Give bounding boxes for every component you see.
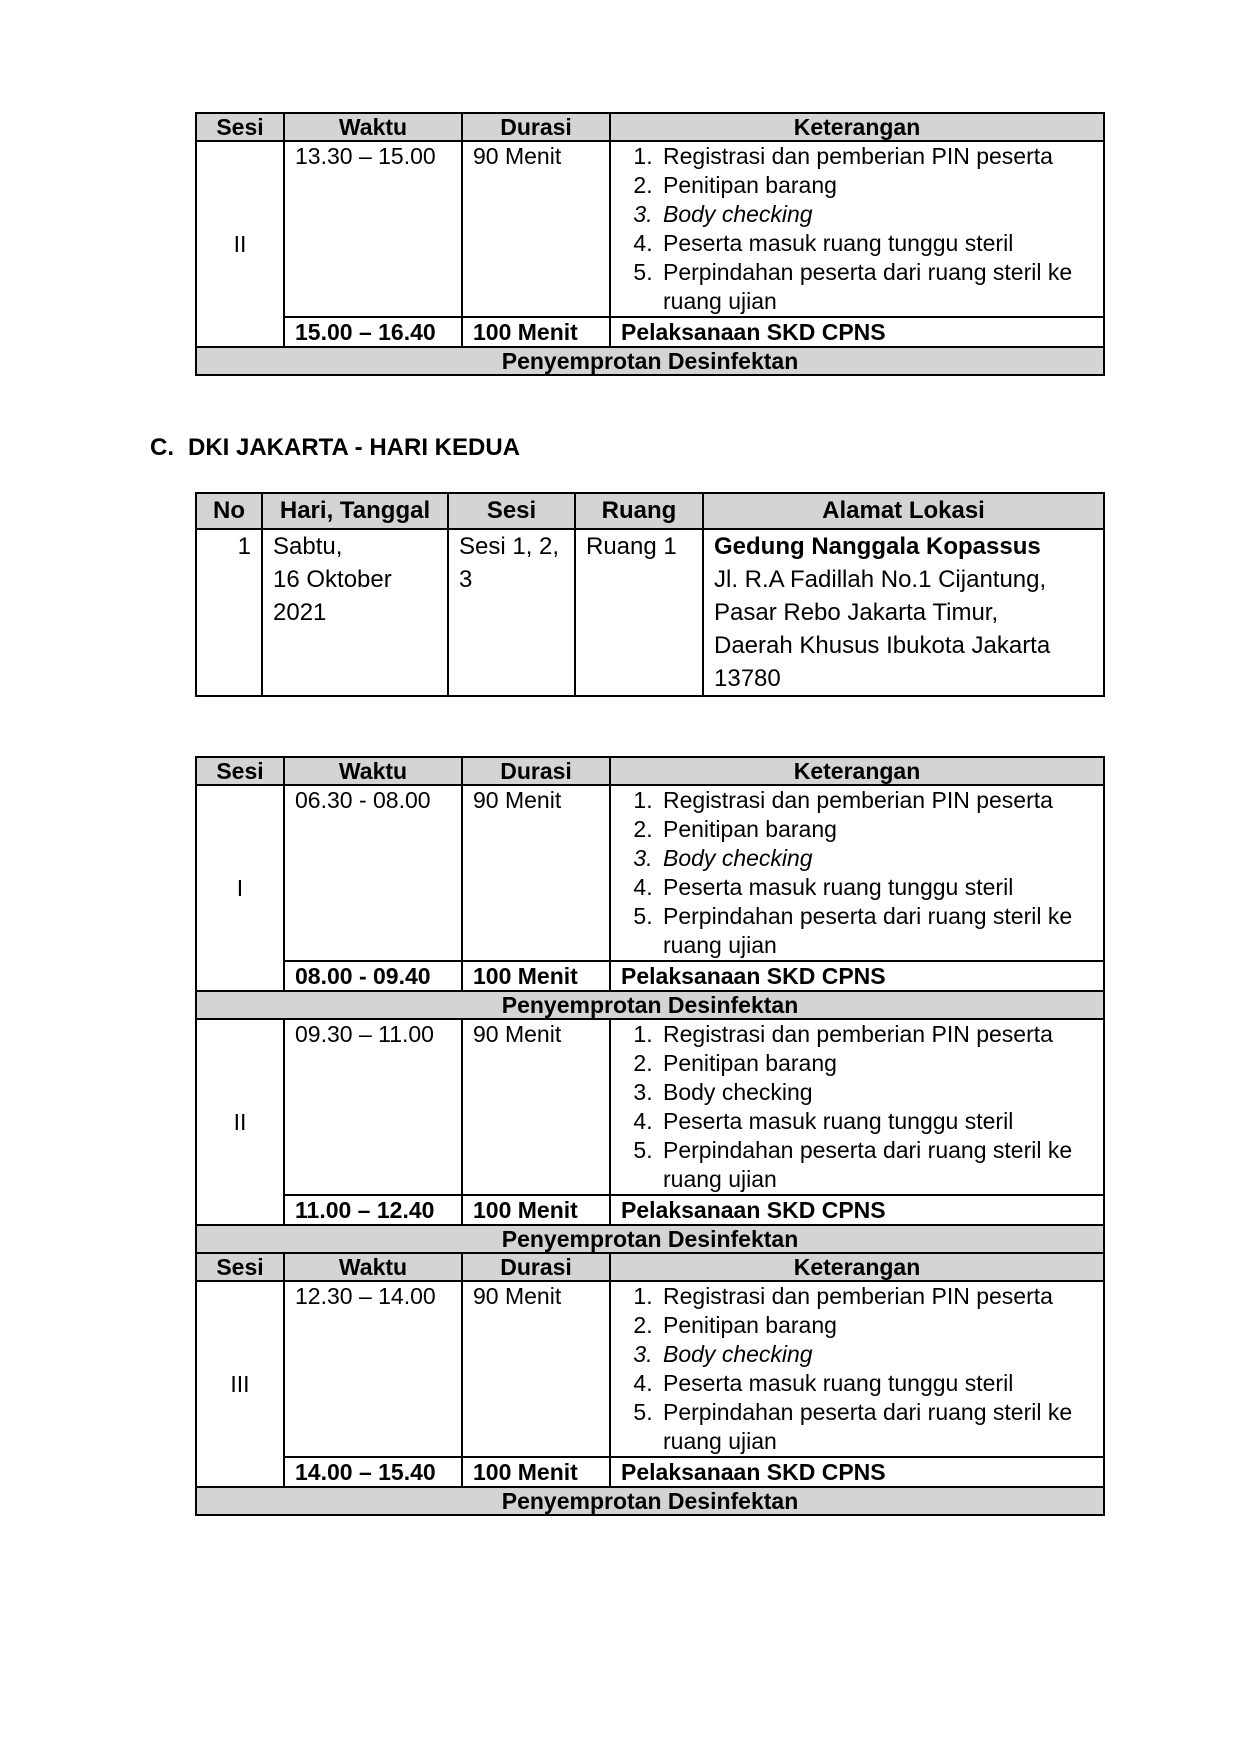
list-item: 5. Perpindahan peserta dari ruang steril ke ruang ujian [659,258,1093,316]
row-address [703,529,1104,696]
prep-duration: 90 Menit [462,1281,610,1457]
steps-list [621,142,1093,316]
prep-duration: 90 Menit [462,141,610,317]
exam-duration: 100 Menit [462,1457,610,1487]
list-item: 1. Registrasi dan pemberian PIN peserta [659,1282,1093,1311]
header-waktu: Waktu [284,1253,462,1281]
list-item: 3. Body checking [659,200,1093,229]
prep-steps [610,1281,1104,1457]
exam-label: Pelaksanaan SKD CPNS [610,961,1104,991]
row-number: 1 [196,529,262,696]
header-sesi: Sesi [448,493,575,529]
prep-time: 13.30 – 15.00 [284,141,462,317]
session-number: II [196,141,284,347]
list-item: 2. Penitipan barang [659,1311,1093,1340]
header-keterangan: Keterangan [610,113,1104,141]
session-exam-row [196,1195,1104,1225]
list-item: 3. Body checking [659,844,1093,873]
steps-list [621,1020,1093,1194]
table-header-row [196,113,1104,141]
list-item: 2. Penitipan barang [659,1049,1093,1078]
steps-list [621,1282,1093,1456]
exam-duration: 100 Menit [462,961,610,991]
exam-label: Pelaksanaan SKD CPNS [610,317,1104,347]
header-date: Hari, Tanggal [262,493,448,529]
table-row [196,529,1104,696]
session-prep-row [196,141,1104,317]
date-day: Sabtu, [273,533,343,560]
address-line: Jl. R.A Fadillah No.1 Cijantung, [714,566,1047,593]
table-header-row [196,493,1104,529]
row-room: Ruang 1 [575,529,703,696]
header-durasi: Durasi [462,1253,610,1281]
section-letter: C. [150,434,174,461]
header-address: Alamat Lokasi [703,493,1104,529]
table-header-row [196,757,1104,785]
date-day-month: 16 Oktober [273,566,392,593]
session-prep-row [196,1019,1104,1195]
header-sesi: Sesi [196,1253,284,1281]
disinfection-label: Penyemprotan Desinfektan [196,1225,1104,1253]
list-item: 1. Registrasi dan pemberian PIN peserta [659,786,1093,815]
session-exam-row [196,961,1104,991]
disinfection-row [196,1225,1104,1253]
list-item: 1. Registrasi dan pemberian PIN peserta [659,1020,1093,1049]
list-item: 5. Perpindahan peserta dari ruang steril ke ruang ujian [659,902,1093,960]
header-sesi: Sesi [196,113,284,141]
sessions-line: Sesi 1, 2, [459,533,560,560]
session-prep-row [196,785,1104,961]
session-exam-row [196,1457,1104,1487]
prep-duration: 90 Menit [462,1019,610,1195]
exam-duration: 100 Menit [462,1195,610,1225]
sessions-line: 3 [459,566,473,593]
exam-time: 15.00 – 16.40 [284,317,462,347]
list-item: 2. Penitipan barang [659,171,1093,200]
disinfection-label: Penyemprotan Desinfektan [196,991,1104,1019]
list-item: 4. Peserta masuk ruang tunggu steril [659,1107,1093,1136]
prep-time: 09.30 – 11.00 [284,1019,462,1195]
list-item: 3. Body checking [659,1078,1093,1107]
prep-time: 06.30 - 08.00 [284,785,462,961]
address-line: 13780 [714,665,781,692]
header-keterangan: Keterangan [610,1253,1104,1281]
list-item: 2. Penitipan barang [659,815,1093,844]
steps-list [621,786,1093,960]
list-item: 1. Registrasi dan pemberian PIN peserta [659,142,1093,171]
session-exam-row [196,317,1104,347]
list-item: 4. Peserta masuk ruang tunggu steril [659,1369,1093,1398]
prep-time: 12.30 – 14.00 [284,1281,462,1457]
header-ruang: Ruang [575,493,703,529]
list-item: 5. Perpindahan peserta dari ruang steril ke ruang ujian [659,1398,1093,1456]
row-date [262,529,448,696]
prep-duration: 90 Menit [462,785,610,961]
disinfection-label: Penyemprotan Desinfektan [196,1487,1104,1515]
header-durasi: Durasi [462,113,610,141]
prep-steps [610,141,1104,317]
section-heading [150,434,520,462]
disinfection-label: Penyemprotan Desinfektan [196,347,1104,375]
disinfection-row [196,347,1104,375]
schedule-table-continued [195,112,1105,376]
exam-time: 11.00 – 12.40 [284,1195,462,1225]
address-line: Pasar Rebo Jakarta Timur, [714,599,999,626]
disinfection-row [196,991,1104,1019]
header-keterangan: Keterangan [610,757,1104,785]
header-durasi: Durasi [462,757,610,785]
exam-time: 08.00 - 09.40 [284,961,462,991]
list-item: 3. Body checking [659,1340,1093,1369]
list-item: 4. Peserta masuk ruang tunggu steril [659,229,1093,258]
session-number: I [196,785,284,991]
session-prep-row [196,1281,1104,1457]
row-sessions [448,529,575,696]
header-waktu: Waktu [284,757,462,785]
venue-name: Gedung Nanggala Kopassus [714,533,1041,560]
exam-duration: 100 Menit [462,317,610,347]
prep-steps [610,785,1104,961]
list-item: 4. Peserta masuk ruang tunggu steril [659,873,1093,902]
date-year: 2021 [273,599,327,626]
location-table [195,492,1105,697]
session-number: II [196,1019,284,1225]
section-title: DKI JAKARTA - HARI KEDUA [188,434,520,461]
address-line: Daerah Khusus Ibukota Jakarta [714,632,1051,659]
session-number: III [196,1281,284,1487]
exam-label: Pelaksanaan SKD CPNS [610,1457,1104,1487]
exam-label: Pelaksanaan SKD CPNS [610,1195,1104,1225]
header-waktu: Waktu [284,113,462,141]
header-no: No [196,493,262,529]
disinfection-row [196,1487,1104,1515]
list-item: 5. Perpindahan peserta dari ruang steril ke ruang ujian [659,1136,1093,1194]
exam-time: 14.00 – 15.40 [284,1457,462,1487]
prep-steps [610,1019,1104,1195]
schedule-table [195,756,1105,1516]
table-header-row [196,1253,1104,1281]
header-sesi: Sesi [196,757,284,785]
